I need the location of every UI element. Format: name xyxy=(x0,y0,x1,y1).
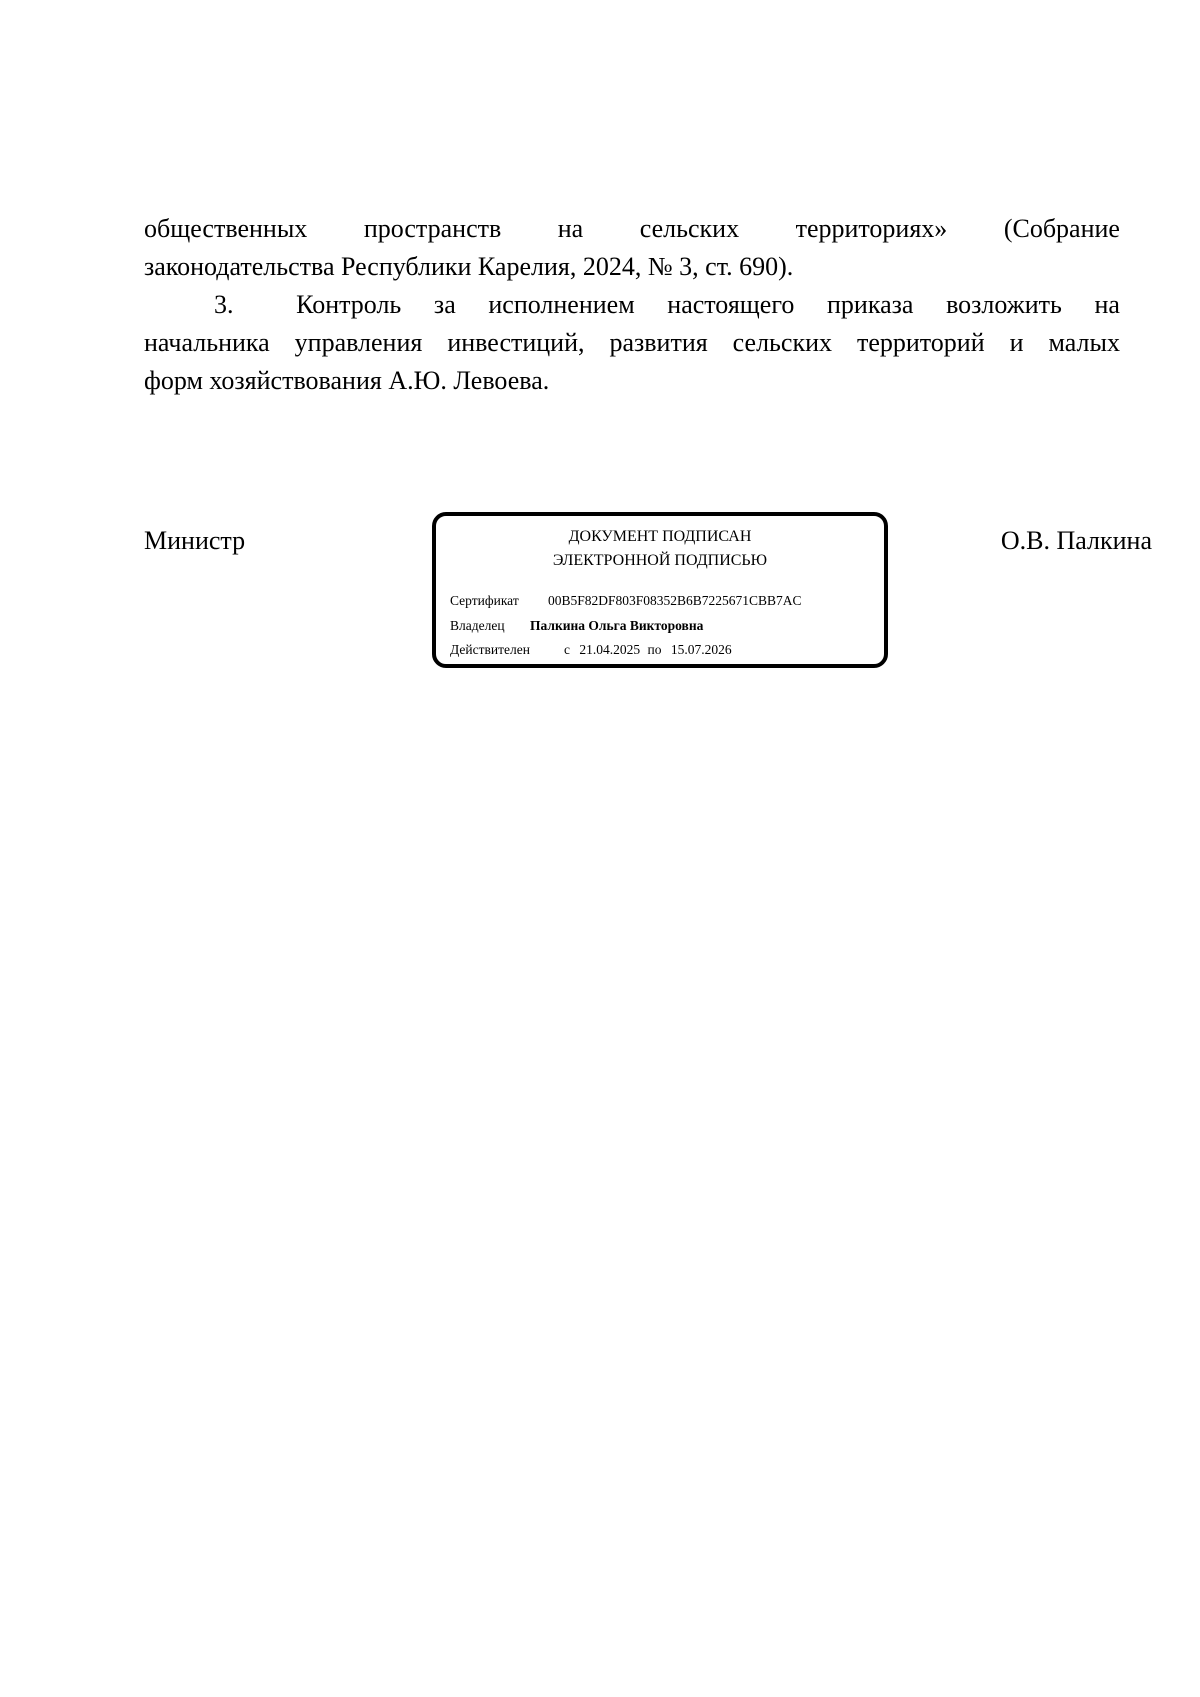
stamp-certificate-row xyxy=(450,591,802,611)
word: на xyxy=(557,214,584,243)
paragraph-line xyxy=(144,324,1120,362)
valid-from-prefix: с xyxy=(564,642,570,657)
stamp-owner-row xyxy=(450,616,703,636)
word: за xyxy=(433,290,456,319)
word: территорий xyxy=(856,328,985,357)
word: настоящего xyxy=(667,290,795,319)
owner-value: Палкина Ольга Викторовна xyxy=(530,618,704,633)
word: исполнением xyxy=(488,290,635,319)
stamp-heading xyxy=(436,525,884,573)
valid-from-date: 21.04.2025 xyxy=(579,642,641,657)
word: сельских xyxy=(732,328,832,357)
word: малых xyxy=(1048,328,1120,357)
word: территориях» xyxy=(795,214,948,243)
valid-label: Действителен xyxy=(450,642,530,657)
valid-to-prefix: по xyxy=(647,642,662,657)
paragraph-line xyxy=(144,210,1120,248)
word: (Собрание xyxy=(1003,214,1120,243)
word: управления xyxy=(294,328,423,357)
word: возложить xyxy=(946,290,1062,319)
word: приказа xyxy=(827,290,914,319)
signer-name: О.В. Палкина xyxy=(1000,526,1152,555)
word: развития xyxy=(609,328,708,357)
electronic-signature-stamp xyxy=(432,512,888,668)
paragraph-item-3 xyxy=(144,286,1120,400)
stamp-heading-line: ЭЛЕКТРОННОЙ ПОДПИСЬЮ xyxy=(552,552,768,569)
stamp-validity-row xyxy=(450,640,732,660)
word: сельских xyxy=(639,214,740,243)
certificate-label: Сертификат xyxy=(450,593,519,608)
word: пространств xyxy=(363,214,502,243)
word: начальника xyxy=(144,328,270,357)
owner-label: Владелец xyxy=(450,618,505,633)
word: инвестиций, xyxy=(447,328,585,357)
word: Контроль xyxy=(296,290,402,319)
word: и xyxy=(1009,328,1024,357)
word: на xyxy=(1094,290,1120,319)
signer-title: Министр xyxy=(144,526,246,555)
paragraph-line: форм хозяйствования А.Ю. Левоева. xyxy=(144,366,550,395)
paragraph-line: законодательства Республики Карелия, 2024, № 3, ст. 690). xyxy=(144,252,794,281)
paragraph-line xyxy=(144,286,1120,324)
item-number: 3. xyxy=(214,290,234,319)
stamp-heading-line: ДОКУМЕНТ ПОДПИСАН xyxy=(568,528,752,545)
certificate-value: 00B5F82DF803F08352B6B7225671CBB7AC xyxy=(548,593,802,608)
paragraph-continuation xyxy=(144,210,1120,286)
word: общественных xyxy=(144,214,308,243)
valid-to-date: 15.07.2026 xyxy=(670,642,732,657)
